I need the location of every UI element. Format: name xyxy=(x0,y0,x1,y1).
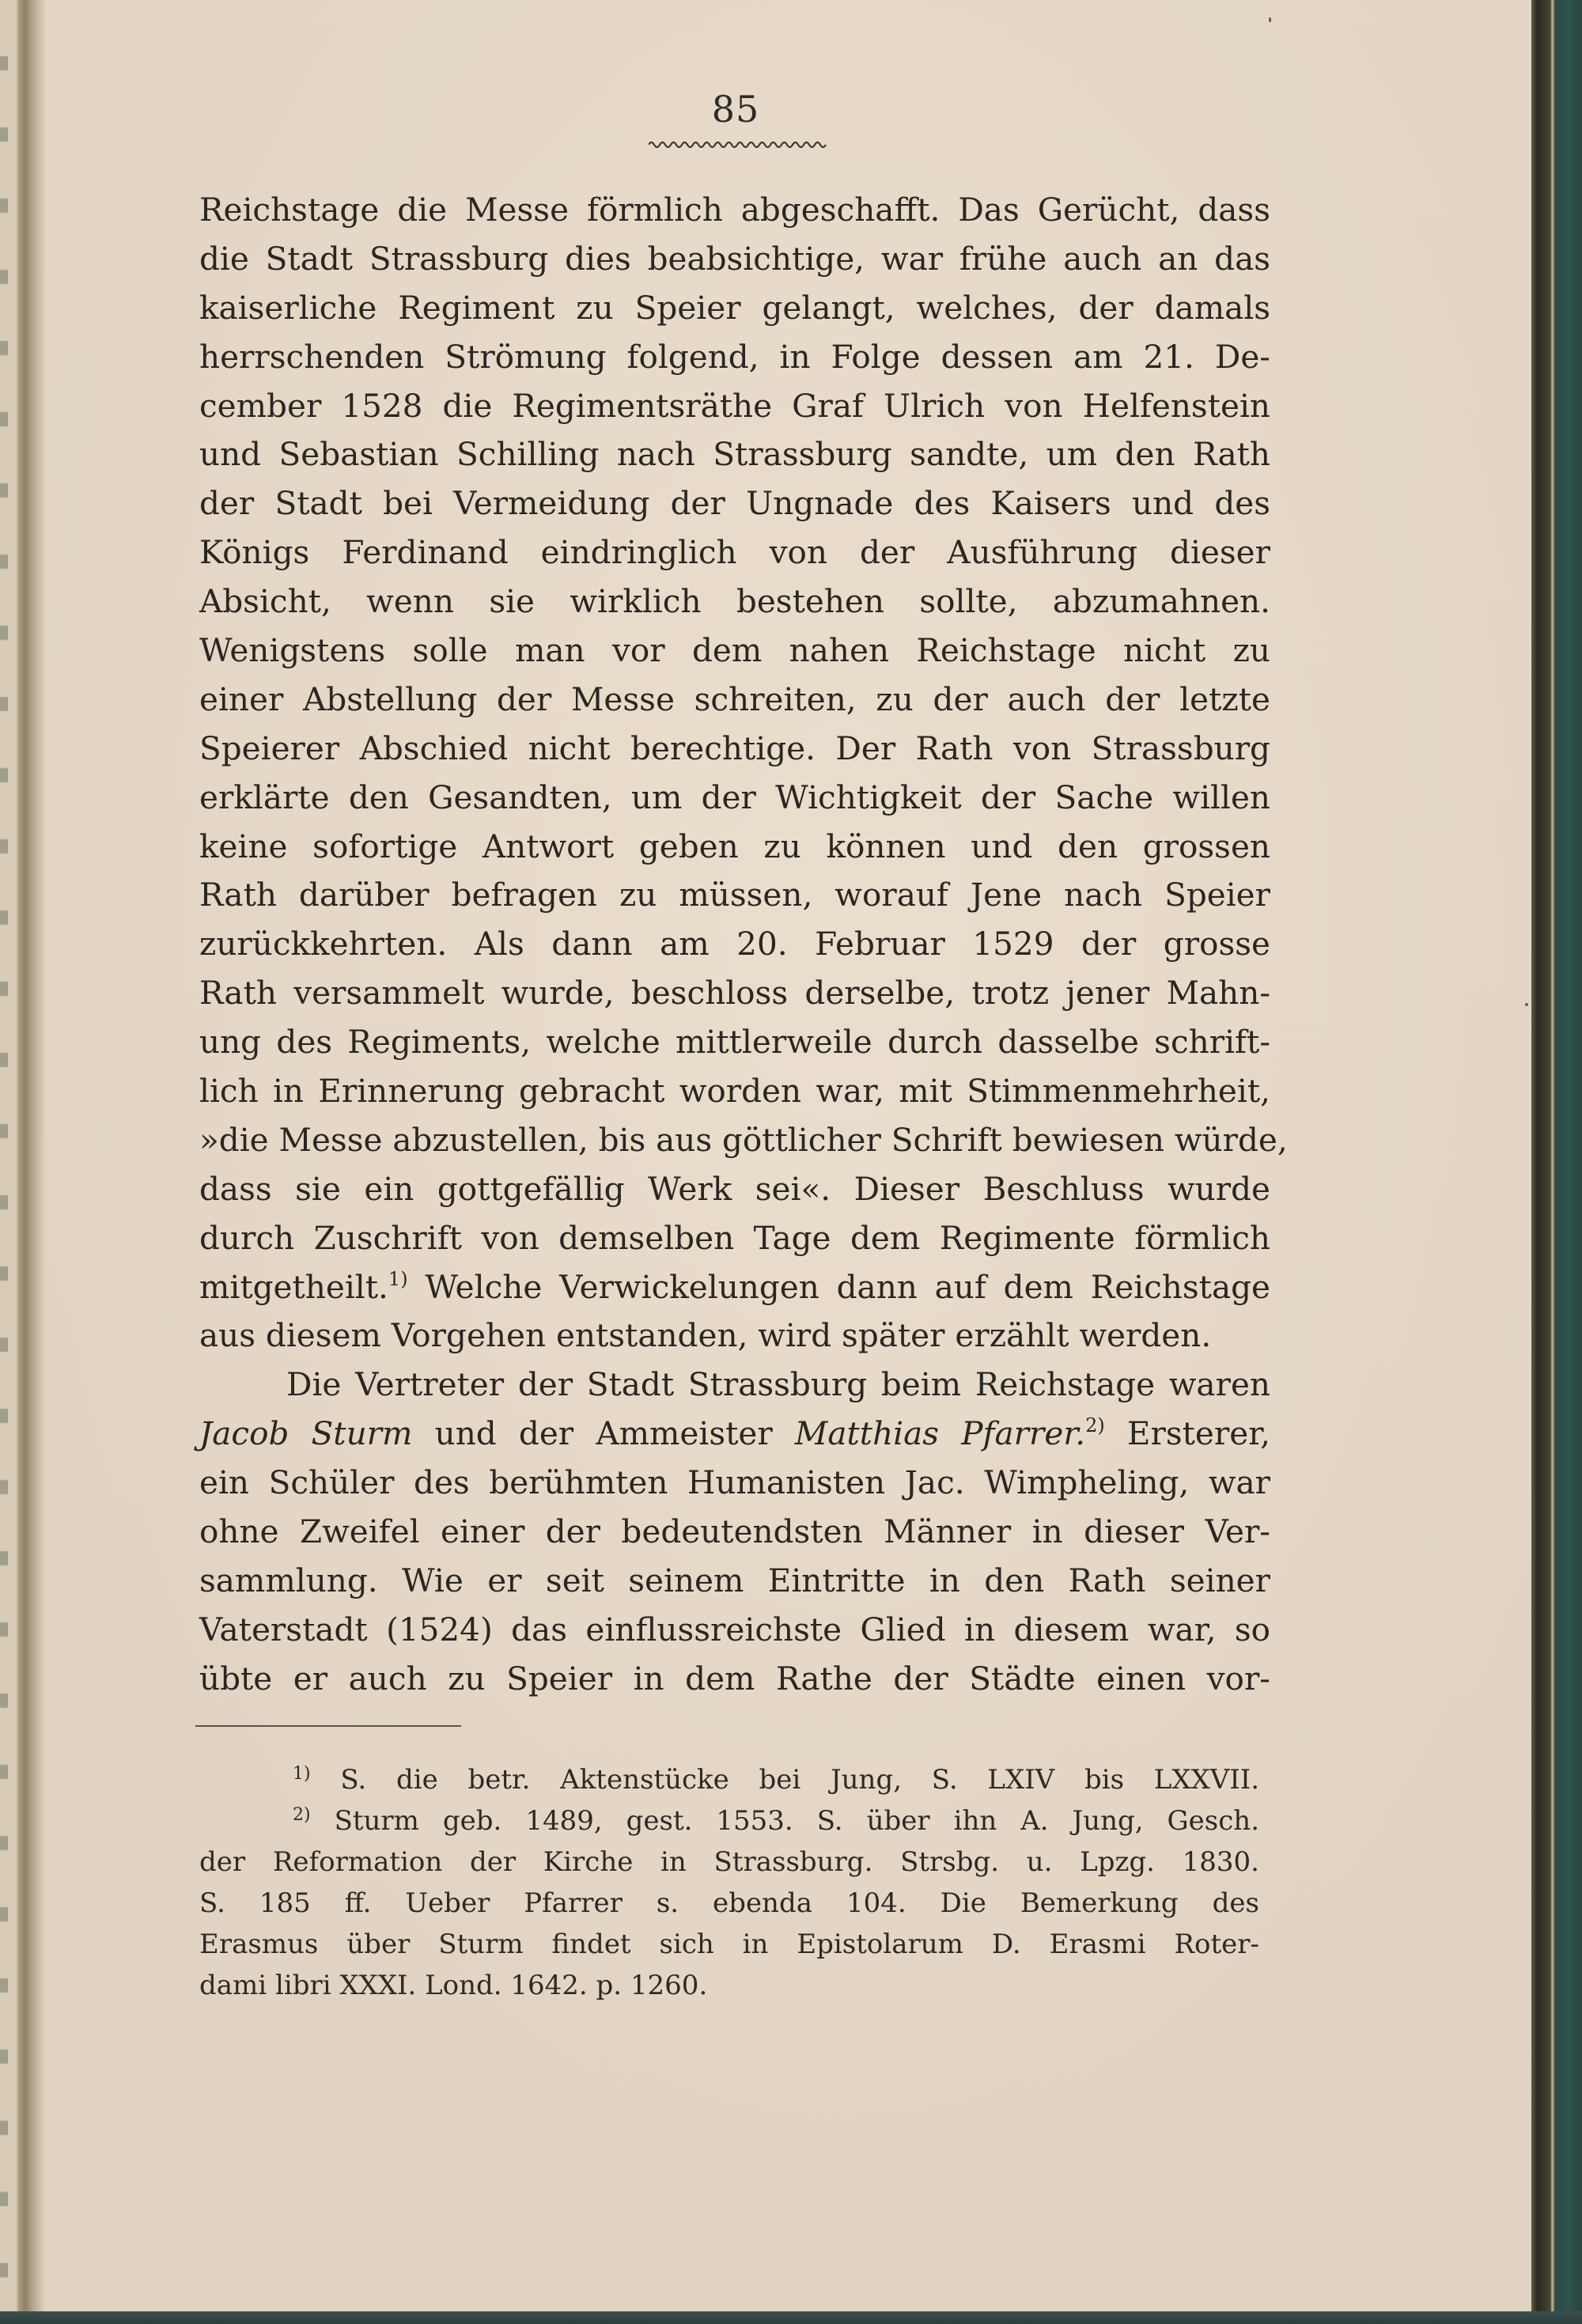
footnote-separator xyxy=(195,1725,461,1727)
main-text xyxy=(199,191,1288,1710)
person-name-italic: Jacob Sturm xyxy=(199,1414,413,1453)
text-segment: Welche Verwickelungen dann auf dem Reichstage xyxy=(407,1267,1270,1306)
text-line: Wenigstens solle man vor dem nahen Reichstage nicht zu xyxy=(199,631,1270,670)
footnote-marker: 2) xyxy=(293,1805,311,1825)
text-line: sammlung. Wie er seit seinem Eintritte in den Rath seiner xyxy=(199,1561,1270,1599)
text-line: Rath versammelt wurde, beschloss derselbe, trotz jener Mahn- xyxy=(199,974,1270,1012)
text-segment: und der Ammeister xyxy=(412,1414,795,1453)
paper-speck xyxy=(1269,17,1271,22)
text-line: Rath darüber befragen zu müssen, worauf Jene nach Speier xyxy=(199,876,1270,914)
text-line: Vaterstadt (1524) das einflussreichste Glied in diesem war, so xyxy=(199,1610,1270,1648)
text-line: der Stadt bei Vermeidung der Ungnade des Kaisers und des xyxy=(199,484,1270,523)
text-line: die Stadt Strassburg dies beabsichtige, war frühe auch an das xyxy=(199,239,1270,278)
footnote-marker: 1) xyxy=(293,1764,311,1784)
page-number: 85 xyxy=(711,88,760,131)
text-line: durch Zuschrift von demselben Tage dem Regimente förmlich xyxy=(199,1218,1270,1257)
text-line: einer Abstellung der Messe schreiten, zu der auch der letzte xyxy=(199,679,1270,718)
text-line: cember 1528 die Regimentsräthe Graf Ulrich von Helfenstein xyxy=(199,386,1270,425)
footnote-2 xyxy=(199,1806,1259,1847)
footnote-ref-1[interactable]: 1) xyxy=(388,1267,408,1290)
wavy-ornament-rule xyxy=(649,138,827,149)
text-line: zurückkehrten. Als dann am 20. Februar 1529 der grosse xyxy=(199,925,1270,963)
footnote-text: Sturm geb. 1489, gest. 1553. S. über ihn A. Jung, Gesch. xyxy=(310,1805,1259,1837)
footnote-ref-2[interactable]: 2) xyxy=(1085,1414,1105,1437)
previous-page-edge xyxy=(0,0,8,2311)
text-line: Königs Ferdinand eindringlich von der Ausführung dieser xyxy=(199,533,1270,572)
footnote-line: S. 185 ff. Ueber Pfarrer s. ebenda 104. Die Bemerkung des xyxy=(199,1887,1259,1919)
book-cover-bottom xyxy=(0,2311,1582,2324)
footnote-1 xyxy=(199,1765,1259,1806)
text-line: ohne Zweifel einer der bedeutendsten Männer in dieser Ver- xyxy=(199,1512,1270,1551)
text-line: erklärte den Gesandten, um der Wichtigkeit der Sache willen xyxy=(199,778,1270,816)
footnote-line: dami libri XXXI. Lond. 1642. p. 1260. xyxy=(199,1970,708,2001)
footnote-text: S. die betr. Aktenstücke bei Jung, S. LXIV bis LXXVII. xyxy=(310,1764,1259,1796)
text-line: dass sie ein gottgefällig Werk sei«. Dieser Beschluss wurde xyxy=(199,1169,1270,1208)
text-line: übte er auch zu Speier in dem Rathe der Städte einen vor- xyxy=(199,1659,1270,1698)
text-line: »die Messe abzustellen, bis aus göttlicher Schrift bewiesen würde, xyxy=(199,1120,1288,1159)
person-name-italic: Matthias Pfarrer. xyxy=(794,1414,1086,1453)
text-line: ung des Regiments, welche mittlerweile durch dasselbe schrift- xyxy=(199,1023,1270,1062)
text-line: Reichstage die Messe förmlich abgeschafft. Das Gerücht, dass xyxy=(199,191,1270,229)
text-line: Absicht, wenn sie wirklich bestehen sollte, abzumahnen. xyxy=(199,582,1270,621)
text-line-with-footnote-ref xyxy=(199,1267,1270,1319)
book-binding-edge xyxy=(1531,0,1555,2324)
text-line: herrschenden Strömung folgend, in Folge dessen am 21. De- xyxy=(199,337,1270,376)
text-line: kaiserliche Regiment zu Speier gelangt, welches, der damals xyxy=(199,288,1270,327)
text-line: ein Schüler des berühmten Humanisten Jac. Wimpheling, war xyxy=(199,1463,1270,1502)
text-line: aus diesem Vorgehen entstanden, wird später erzählt werden. xyxy=(199,1316,1212,1355)
book-cover-edge xyxy=(1555,0,1582,2324)
text-line-with-footnote-ref xyxy=(199,1416,1270,1465)
footnote-line: der Reformation der Kirche in Strassburg. Strsbg. u. Lpzg. 1830. xyxy=(199,1846,1259,1878)
text-line: und Sebastian Schilling nach Strassburg sandte, um den Rath xyxy=(199,435,1270,474)
text-line: Speierer Abschied nicht berechtige. Der Rath von Strassburg xyxy=(199,729,1270,767)
footnote-line: Erasmus über Sturm findet sich in Epistolarum D. Erasmi Roter- xyxy=(199,1928,1259,1960)
text-line: keine sofortige Antwort geben zu können und den grossen xyxy=(199,827,1270,865)
paper-speck xyxy=(1525,1003,1528,1006)
text-segment: mitgetheilt. xyxy=(199,1267,388,1306)
paragraph-first-line: Die Vertreter der Stadt Strassburg beim Reichstage waren xyxy=(286,1365,1270,1404)
footnotes xyxy=(199,1765,1259,2012)
text-line: lich in Erinnerung gebracht worden war, mit Stimmenmehrheit, xyxy=(199,1072,1270,1111)
text-segment: Ersterer, xyxy=(1104,1414,1270,1453)
